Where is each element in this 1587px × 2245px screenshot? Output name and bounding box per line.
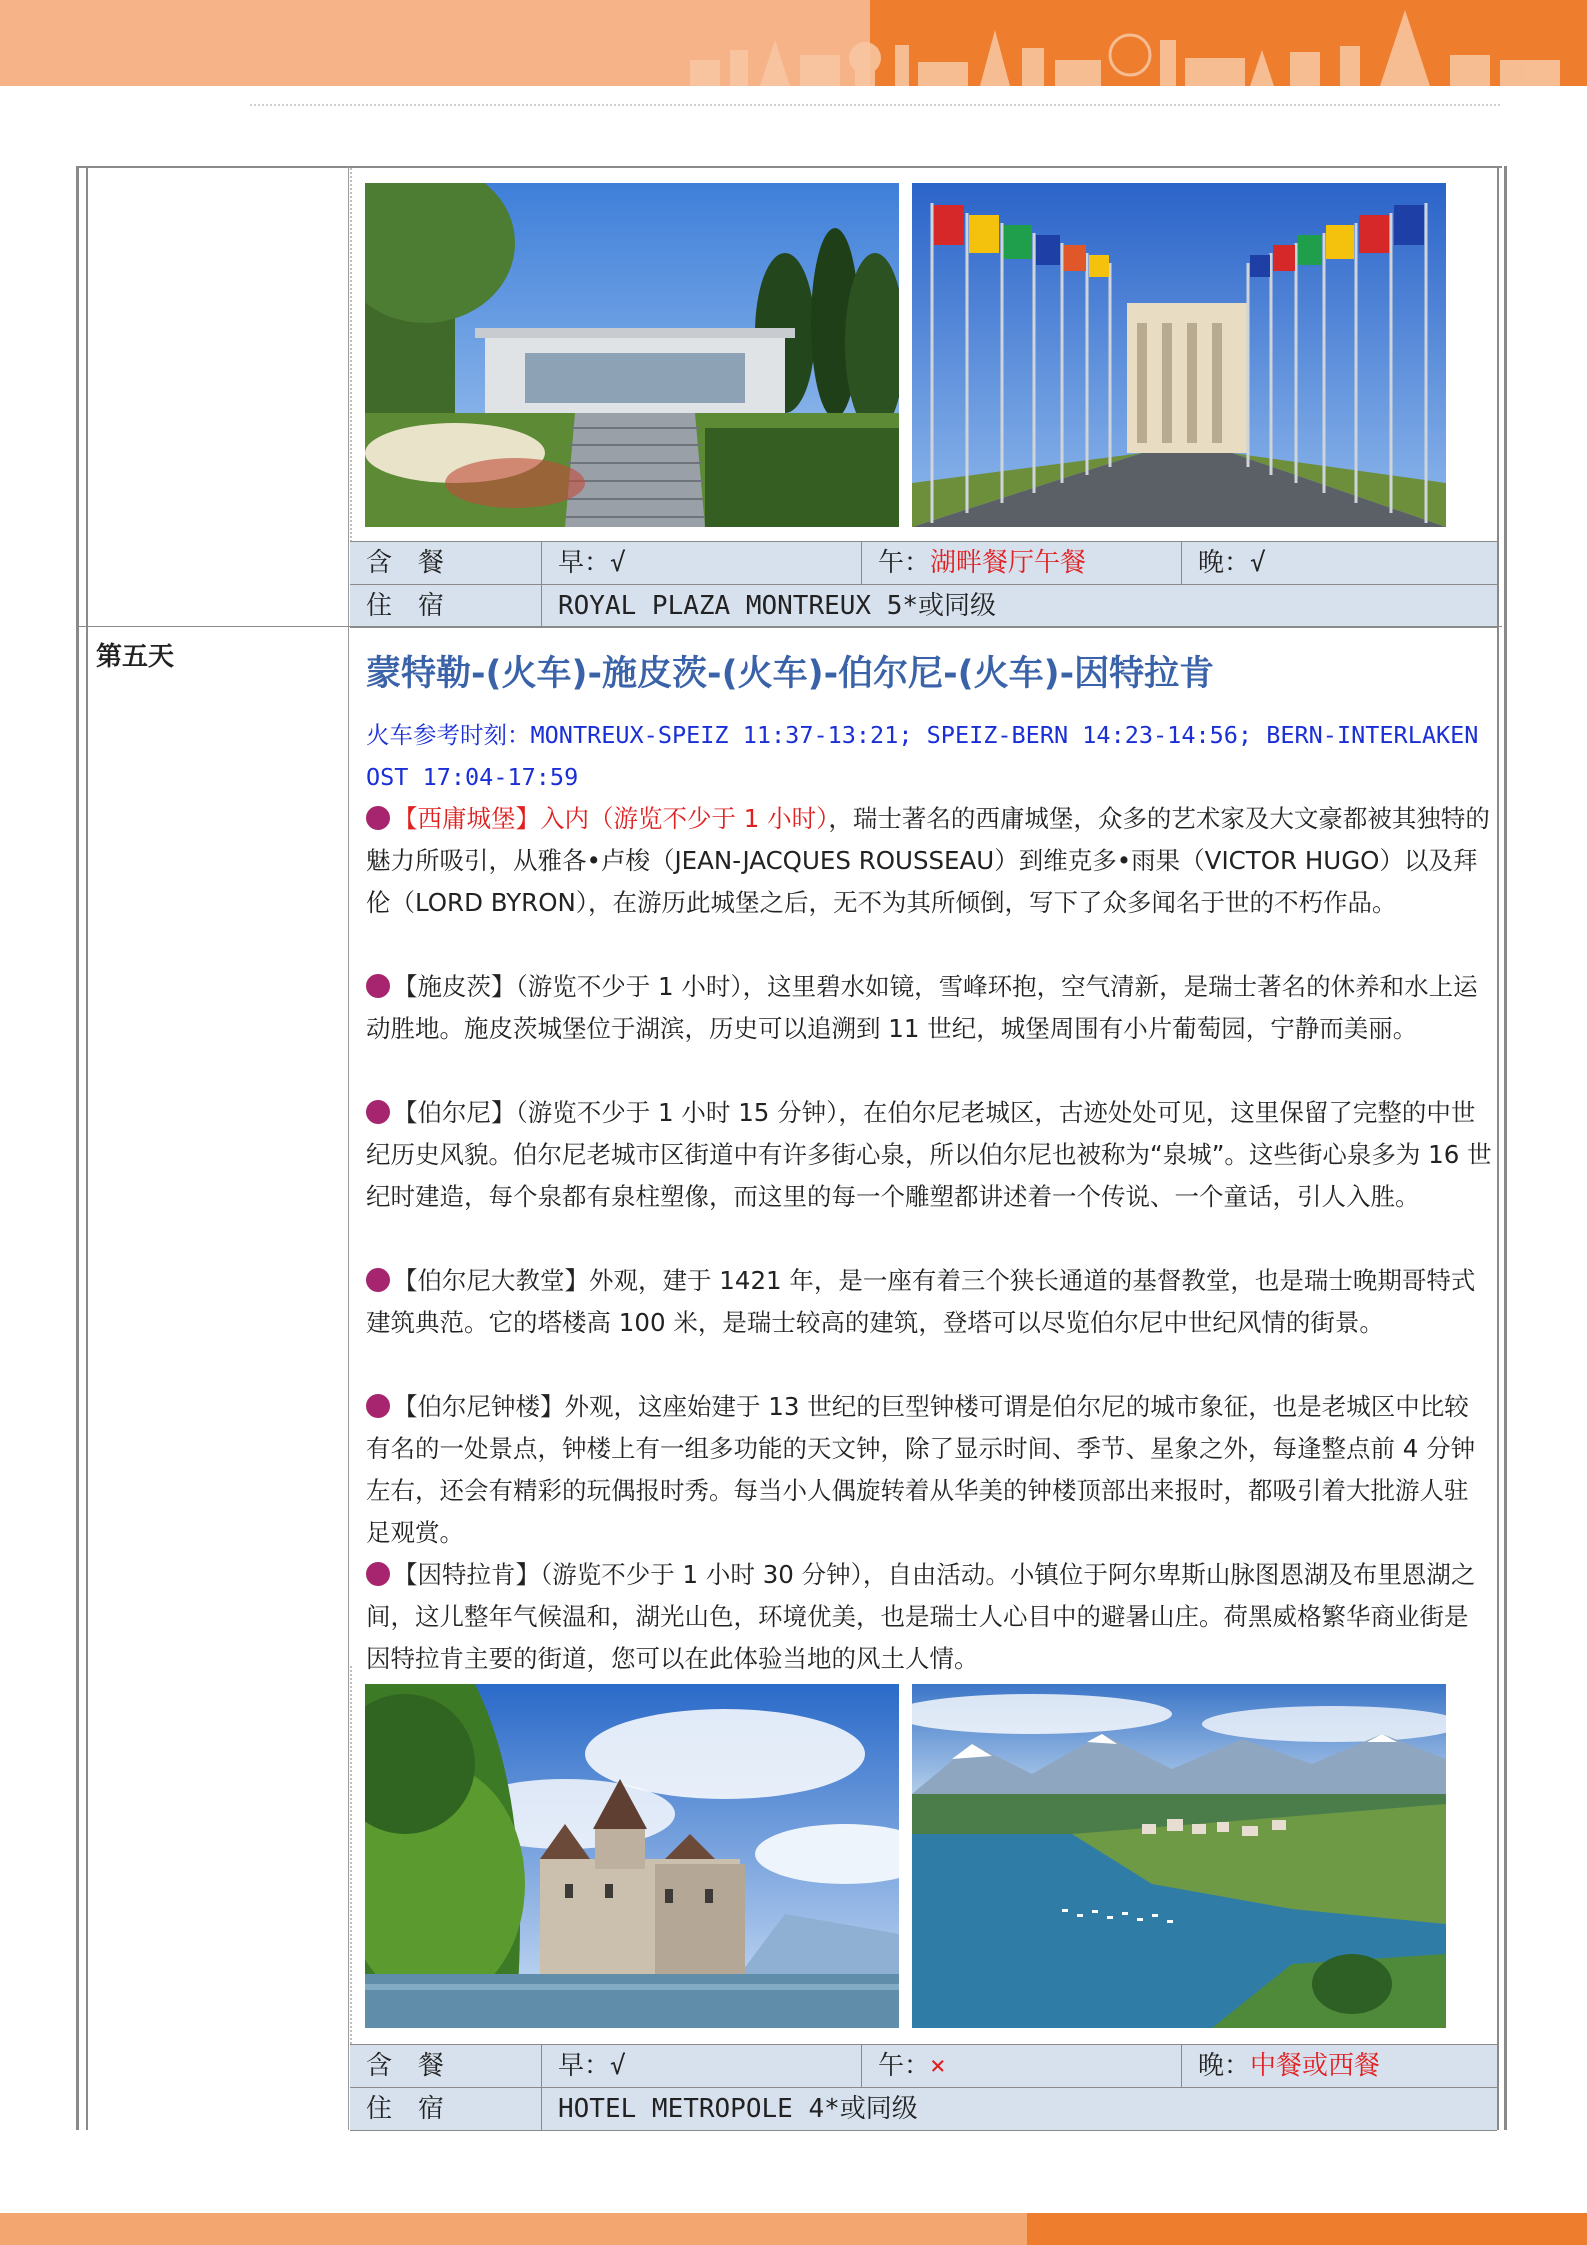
hotel-value: ROYAL PLAZA MONTREUX 5*或同级 — [558, 591, 997, 621]
page-header-banner — [0, 0, 1587, 86]
attraction-bern: 【伯尔尼】（游览不少于 1 小时 15 分钟），在伯尔尼老城区，古迹处处可见，这里保留了完整的中世纪历史风貌。伯尔尼老城市区街道中有许多街心泉，所以伯尔尼也被称为“泉城”。这些街心泉多为 16 世纪时建造，每个泉都有泉柱塑像，而这里的每一个雕塑都讲述着一个传说、一个童话，引人入胜。 — [366, 1098, 1492, 1211]
flags-avenue-photo — [912, 183, 1446, 527]
bullet-dot-icon — [366, 974, 390, 998]
day-title: 蒙特勒-(火车)-施皮茨-(火车)-伯尔尼-(火车)-因特拉肯 — [366, 654, 1215, 694]
attraction-bern-clock-tower: 【伯尔尼钟楼】外观，这座始建于 13 世纪的巨型钟楼可谓是伯尔尼的城市象征，也是老城区中比较有名的一处景点，钟楼上有一组多功能的天文钟，除了显示时间、季节、星象之外，每逢整点前 4 分钟左右，还会有精彩的玩偶报时秀。每当小人偶旋转着从华美的钟楼顶部出来报时，都吸引着大批游人驻足观赏。 — [366, 1392, 1476, 1547]
breakfast-cell: 早：√ — [542, 2045, 862, 2087]
lunch-cell: 午：湖畔餐厅午餐 — [862, 542, 1182, 584]
attraction-interlaken: 【因特拉肯】（游览不少于 1 小时 30 分钟），自由活动。小镇位于阿尔卑斯山脉图恩湖及布里恩湖之间，这儿整年气候温和，湖光山色，环境优美，也是瑞士人心目中的避暑山庄。荷黑威格繁华商业街是因特拉肯主要的街道，您可以在此体验当地的风土人情。 — [366, 1560, 1476, 1673]
table-left-border — [76, 166, 88, 2130]
interlaken-lake-photo — [912, 1684, 1446, 2028]
attraction-spiez: 【施皮茨】（游览不少于 1 小时），这里碧水如镜，雪峰环抱，空气清新，是瑞士著名的休养和水上运动胜地。施皮茨城堡位于湖滨，历史可以追溯到 11 世纪，城堡周围有小片葡萄园，宁静而美丽。 — [366, 972, 1478, 1043]
table-right-border — [1497, 166, 1507, 2130]
train-times: 火车参考时刻：MONTREUX-SPEIZ 11:37-13:21; SPEIZ-BERN 14:23-14:56; BERN-INTERLAKEN OST 17:04-17:59 — [366, 721, 1479, 791]
meals-label: 含 餐 — [350, 542, 542, 584]
hotel-value: HOTEL METROPOLE 4*或同级 — [558, 2094, 918, 2124]
table-column-divider — [348, 166, 349, 2130]
day5-hotel-row — [350, 2087, 1497, 2131]
dinner-cell: 晚：√ — [1198, 548, 1266, 578]
dinner-cell: 晚：中餐或西餐 — [1198, 2051, 1381, 2081]
prev-day-meals-row — [350, 541, 1497, 585]
attraction-bern-cathedral: 【伯尔尼大教堂】外观，建于 1421 年，是一座有着三个狭长通道的基督教堂，也是瑞士晚期哥特式建筑典范。它的塔楼高 100 米，是瑞士较高的建筑，登塔可以尽览伯尔尼中世纪风情的街景。 — [366, 1266, 1476, 1337]
breakfast-cell: 早：√ — [542, 542, 862, 584]
bullet-dot-icon — [366, 1394, 390, 1418]
day5-meals-row — [350, 2044, 1497, 2088]
bullet-dot-icon — [366, 1268, 390, 1292]
lunch-cell: 午：× — [862, 2045, 1182, 2087]
bullet-dot-icon — [366, 1562, 390, 1586]
villa-photo — [365, 183, 899, 527]
chillon-castle-photo — [365, 1684, 899, 2028]
prev-day-hotel-row — [350, 584, 1497, 628]
attraction-chillon: 【西庸城堡】入内（游览不少于 1 小时），瑞士著名的西庸城堡，众多的艺术家及大文豪都被其独特的魅力所吸引，从雅各•卢梭（JEAN-JACQUES ROUSSEAU）到维克多•雨果（VICTOR HUGO）以及拜伦（LORD BYRON），在游历此城堡之后，无不为其所倾倒，写下了众多闻名于世的不朽作品。 — [366, 804, 1490, 917]
skyline-decoration — [650, 0, 1587, 86]
page-footer-banner — [0, 2213, 1587, 2245]
header-divider — [250, 104, 1500, 106]
bullet-dot-icon — [366, 1100, 390, 1124]
hotel-label: 住 宿 — [350, 2088, 542, 2130]
day-label: 第五天 — [96, 642, 175, 672]
meals-label: 含 餐 — [350, 2045, 542, 2087]
bullet-dot-icon — [366, 806, 390, 830]
table-top-border — [76, 166, 1502, 168]
hotel-label: 住 宿 — [350, 585, 542, 627]
